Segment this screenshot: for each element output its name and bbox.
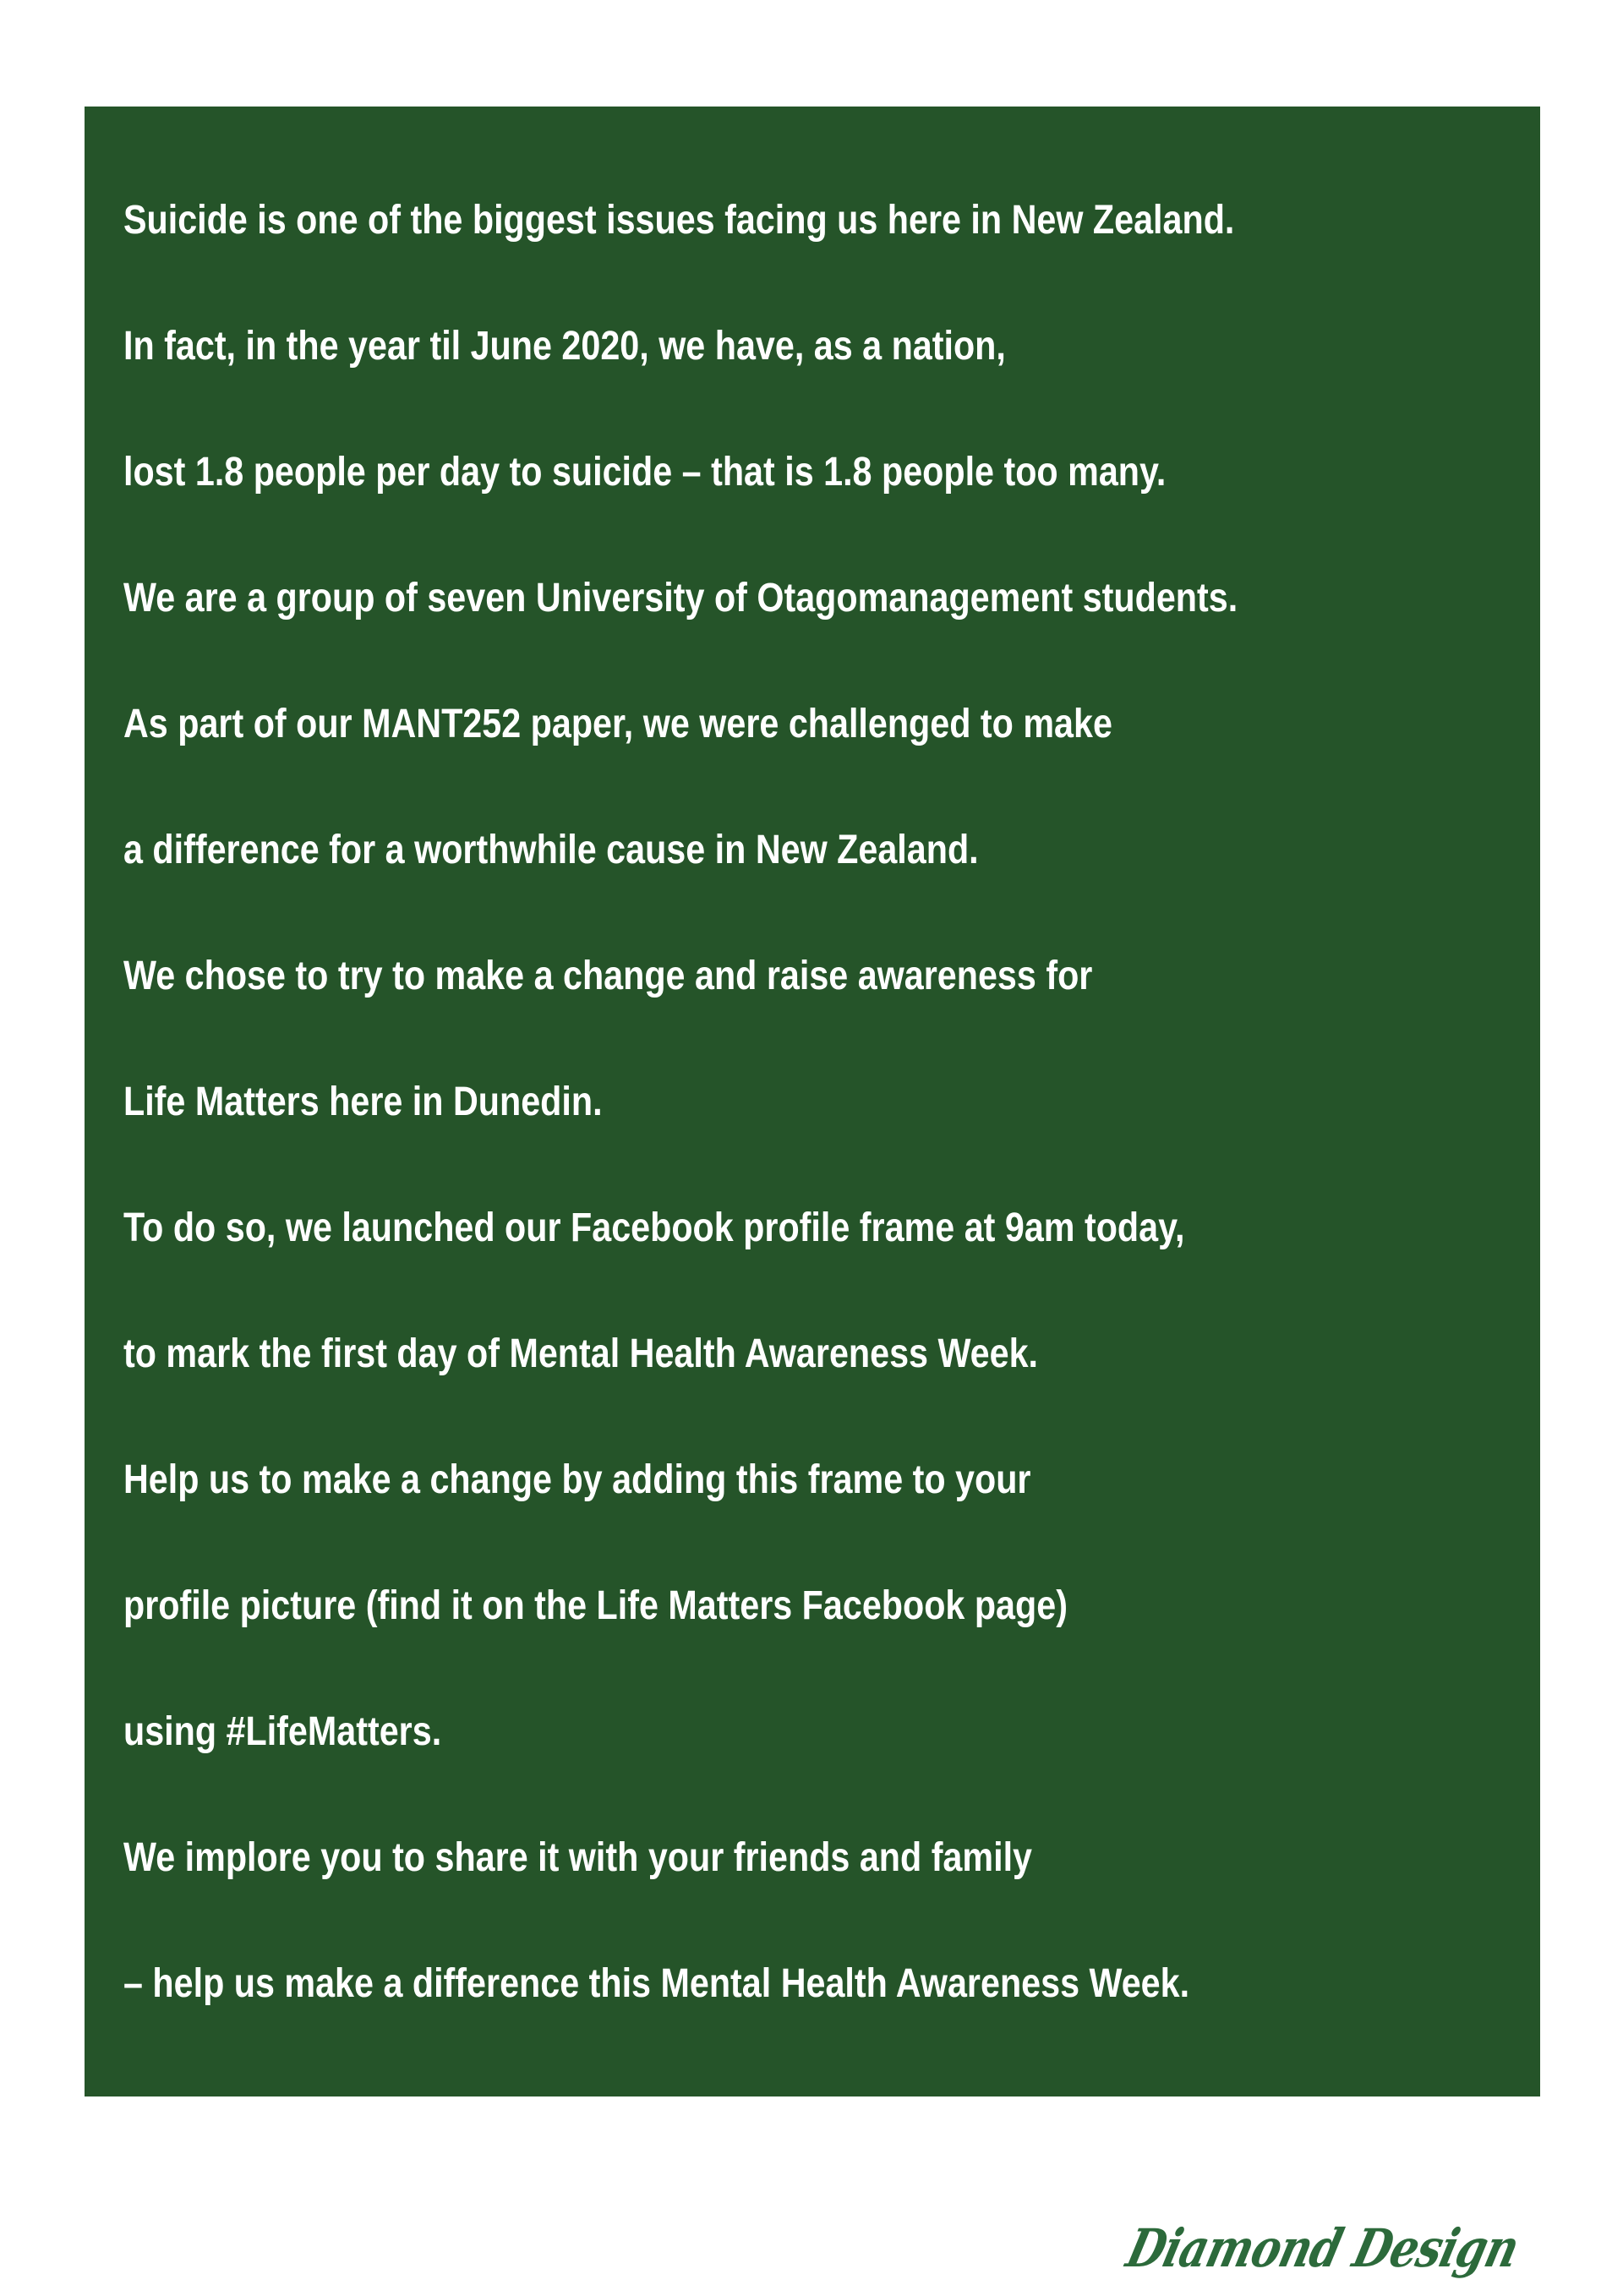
message-text — [123, 189, 1527, 2079]
message-line: We chose to try to make a change and raise awareness for — [123, 954, 1093, 998]
message-line: to mark the first day of Mental Health Awareness Week. — [123, 1331, 1039, 1376]
message-line: lost 1.8 people per day to suicide – that is 1.8 people too many. — [123, 450, 1167, 495]
message-line: To do so, we launched our Facebook profile frame at 9am today, — [123, 1205, 1185, 1250]
message-line: a difference for a worthwhile cause in New Zealand. — [123, 828, 979, 872]
message-panel — [85, 107, 1540, 2096]
message-line: In fact, in the year til June 2020, we have, as a nation, — [123, 324, 1006, 369]
message-line: We are a group of seven University of Otagomanagement students. — [123, 576, 1238, 620]
message-line: We implore you to share it with your friends and family — [123, 1835, 1032, 1880]
message-line: profile picture (find it on the Life Matters Facebook page) — [123, 1583, 1068, 1628]
diamond-design-signature: Diamond Design — [1121, 2217, 1525, 2279]
message-line: – help us make a difference this Mental Health Awareness Week. — [123, 1961, 1190, 2006]
message-line: As part of our MANT252 paper, we were challenged to make — [123, 702, 1112, 746]
message-line: Help us to make a change by adding this frame to your — [123, 1457, 1031, 1502]
message-line: Suicide is one of the biggest issues facing us here in New Zealand. — [123, 198, 1235, 243]
message-line: using #LifeMatters. — [123, 1709, 442, 1754]
message-line: Life Matters here in Dunedin. — [123, 1080, 603, 1124]
